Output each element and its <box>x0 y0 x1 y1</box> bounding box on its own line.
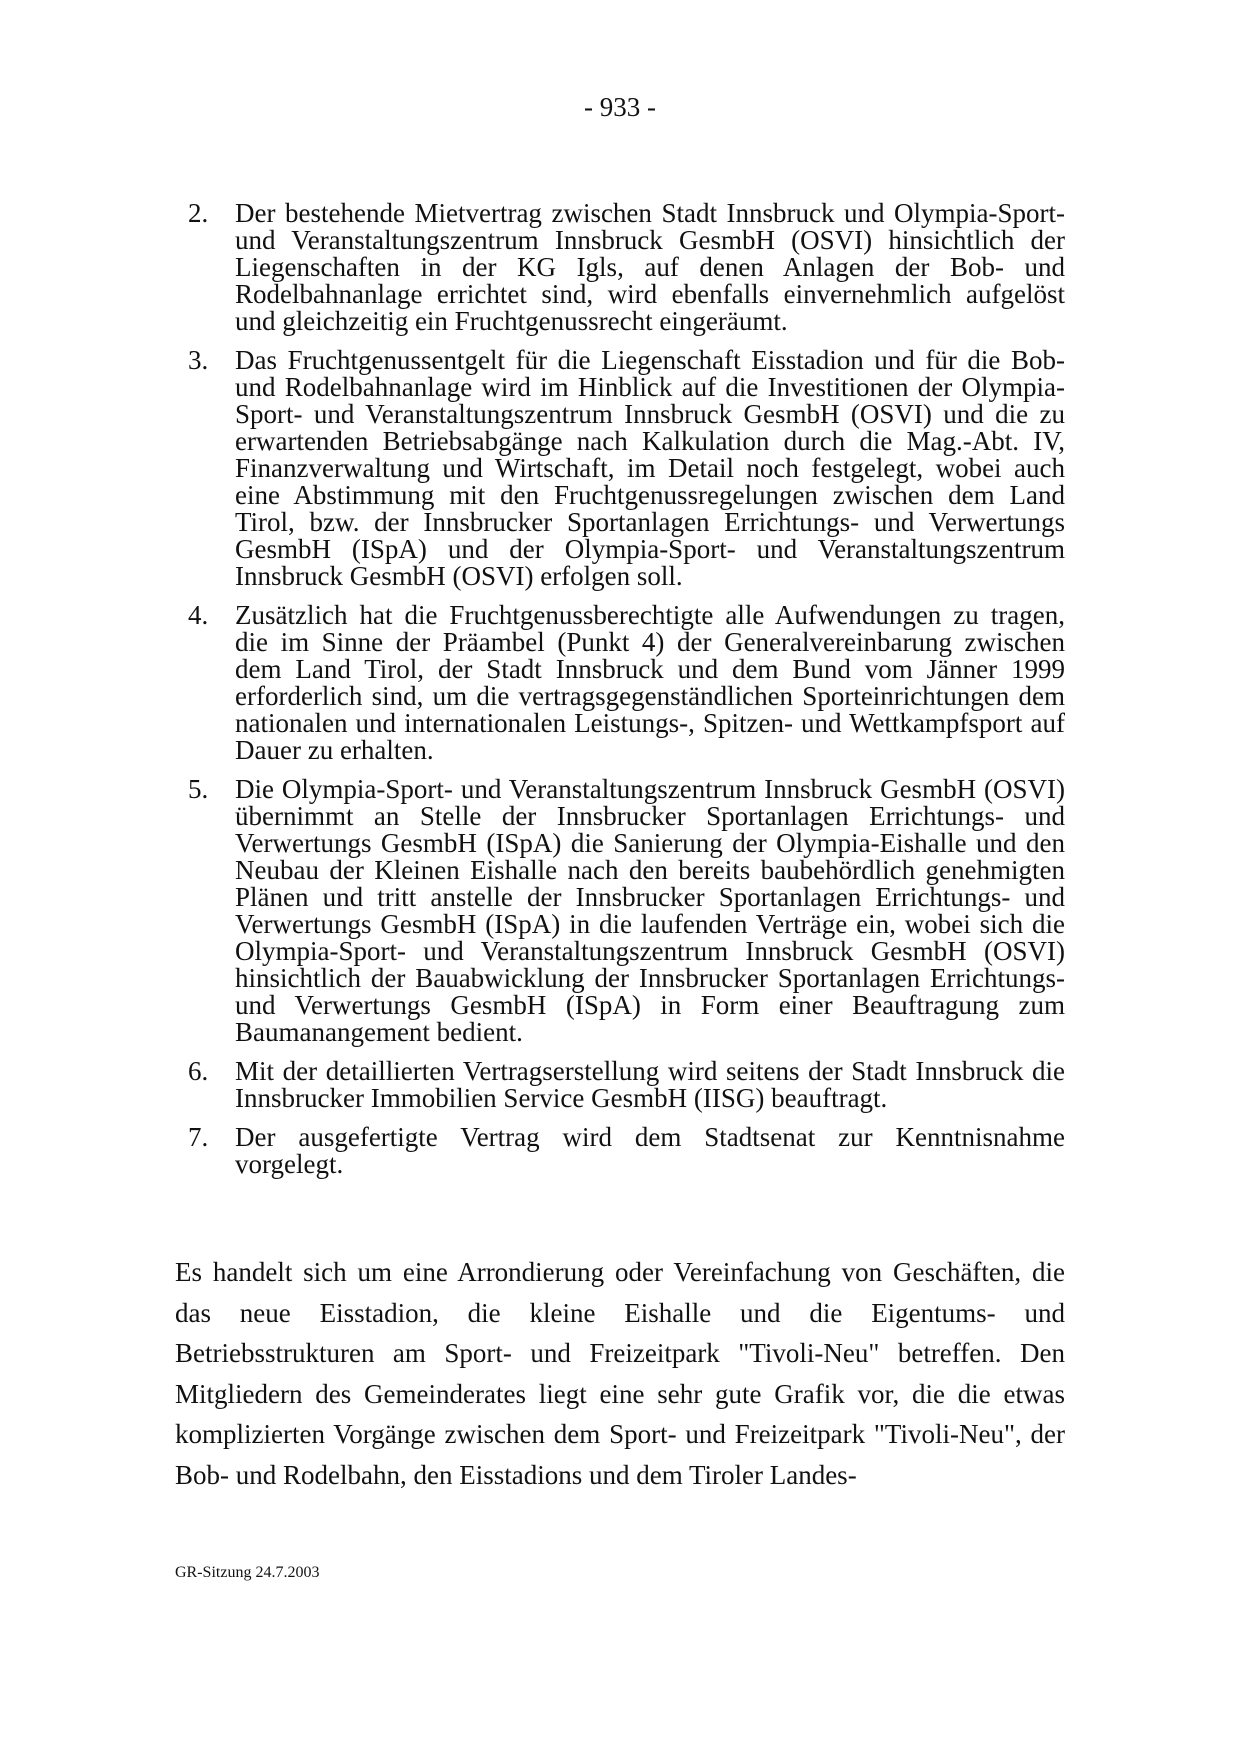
list-item-number: 5. <box>188 774 209 804</box>
body-paragraph: Es handelt sich um eine Arrondierung oder Vereinfachung von Geschäften, die das neue Eisstadion, die kleine Eishalle und die Eigentums- und Betriebsstrukturen am Sport- und Freizeitpark "Tivoli-Neu" betreffen. Den Mitgliedern des Gemeinderates liegt eine sehr gute Grafik vor, die die etwas komplizierten Vorgänge zwischen dem Sport- und Freizeitpark "Tivoli-Neu", der Bob- und Rodelbahn, den Eisstadions und dem Tiroler Landes- <box>175 1257 1065 1490</box>
list-item-number: 2. <box>188 198 209 228</box>
list-item <box>175 1124 1065 1178</box>
list-item <box>175 602 1065 764</box>
list-item-number: 7. <box>188 1122 209 1152</box>
list-item-text: Der ausgefertigte Vertrag wird dem Stadtsenat zur Kenntnisnahme vorgelegt. <box>235 1122 1065 1179</box>
list-item-text: Der bestehende Mietvertrag zwischen Stadt Innsbruck und Olympia-Sport- und Veranstaltungszentrum Innsbruck GesmbH (OSVI) hinsichtlich der Liegenschaften in der KG Igls, auf denen Anlagen der Bob- und Rodelbahnanlage errichtet sind, wird ebenfalls einvernehmlich aufgelöst und gleichzeitig ein Fruchtgenussrecht eingeräumt. <box>235 198 1065 336</box>
list-item-number: 3. <box>188 345 209 375</box>
list-item <box>175 1058 1065 1112</box>
list-item-text: Das Fruchtgenussentgelt für die Liegenschaft Eisstadion und für die Bob- und Rodelbahnanlage wird im Hinblick auf die Investitionen der Olympia-Sport- und Veranstaltungszentrum Innsbruck GesmbH (OSVI) und die zu erwartenden Betriebsabgänge nach Kalkulation durch die Mag.-Abt. IV, Finanzverwaltung und Wirtschaft, im Detail noch festgelegt, wobei auch eine Abstimmung mit den Fruchtgenussregelungen zwischen dem Land Tirol, bzw. der Innsbrucker Sportanlagen Errichtungs- und Verwertungs GesmbH (ISpA) und der Olympia-Sport- und Veranstaltungszentrum Innsbruck GesmbH (OSVI) erfolgen soll. <box>235 345 1065 591</box>
page-number: - 933 - <box>584 92 656 122</box>
list-item <box>175 347 1065 590</box>
numbered-list <box>175 200 1065 1190</box>
list-item-text: Mit der detaillierten Vertragserstellung wird seitens der Stadt Innsbruck die Innsbrucker Immobilien Service GesmbH (IISG) beauftragt. <box>235 1056 1065 1113</box>
list-item-number: 6. <box>188 1056 209 1086</box>
list-item-text: Zusätzlich hat die Fruchtgenussberechtigte alle Aufwendungen zu tragen, die im Sinne der Präambel (Punkt 4) der Generalvereinbarung zwischen dem Land Tirol, der Stadt Innsbruck und dem Bund vom Jänner 1999 erforderlich sind, um die vertragsgegenständlichen Sporteinrichtungen dem nationalen und internationalen Leistungs-, Spitzen- und Wettkampfsport auf Dauer zu erhalten. <box>235 600 1065 765</box>
list-item <box>175 200 1065 335</box>
list-item-number: 4. <box>188 600 209 630</box>
footer-session-date: GR-Sitzung 24.7.2003 <box>175 1564 320 1581</box>
list-item <box>175 776 1065 1046</box>
list-item-text: Die Olympia-Sport- und Veranstaltungszentrum Innsbruck GesmbH (OSVI) übernimmt an Stelle der Innsbrucker Sportanlagen Errichtungs- und Verwertungs GesmbH (ISpA) die Sanierung der Olympia-Eishalle und den Neubau der Kleinen Eishalle nach den bereits baubehördlich genehmigten Plänen und tritt anstelle der Innsbrucker Sportanlagen Errichtungs- und Verwertungs GesmbH (ISpA) in die laufenden Verträge ein, wobei sich die Olympia-Sport- und Veranstaltungszentrum Innsbruck GesmbH (OSVI) hinsichtlich der Bauabwicklung der Innsbrucker Sportanlagen Errichtungs- und Verwertungs GesmbH (ISpA) in Form einer Beauftragung zum Baumanangement bedient. <box>235 774 1065 1047</box>
